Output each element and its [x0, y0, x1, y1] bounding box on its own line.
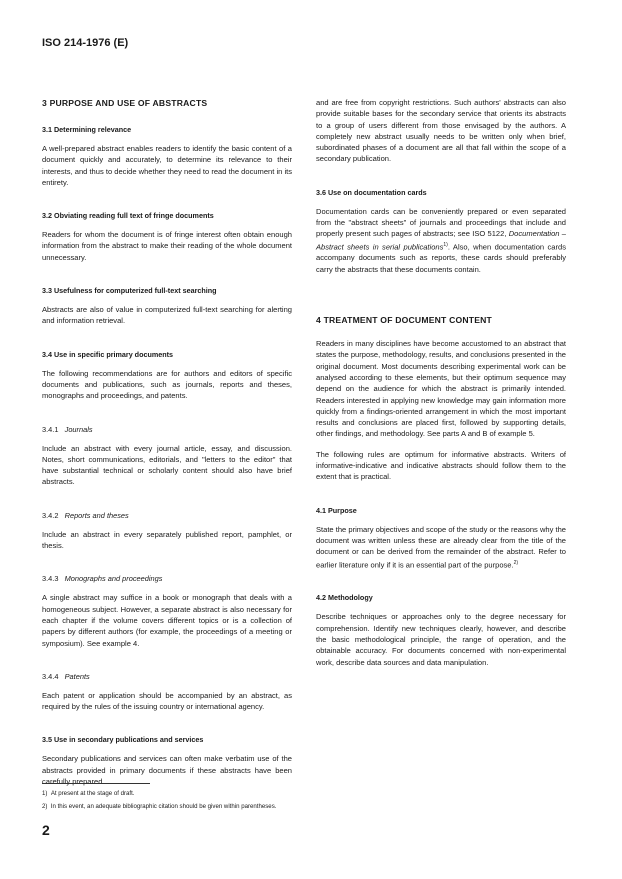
- section-3-4-3-text: A single abstract may suffice in a book or monograph that deals with a homogeneous subject. However, a separate abstract is also necessary for each chapter if the volume covers different topics or is a collection of papers by different authors (for example, the proceedings of a meeting or symposium). See example 4.: [42, 593, 292, 648]
- section-3-4-4-heading: [42, 672, 292, 681]
- section-4-1-body: State the primary objectives and scope of the study or the reasons why the document was written unless these are already clear from the title of the document or can be derived from the remainder of the abstract. Refer to earlier literature only if it is an essential part of the purpose.: [316, 524, 566, 570]
- footnote-1-mark: 1): [42, 790, 48, 797]
- section-3-4-4-title: Patents: [64, 671, 90, 681]
- section-3-2-heading: 3.2 Obviating reading full text of fringe documents: [42, 211, 214, 221]
- document-id: ISO 214-1976 (E): [42, 37, 129, 49]
- section-3-4-1-heading: [42, 425, 292, 434]
- footnote-1: [42, 790, 134, 797]
- section-3-4-2-number: 3.4.2: [42, 510, 59, 520]
- footnote-ref-2: 2): [513, 559, 519, 566]
- section-3-6-heading: 3.6 Use on documentation cards: [316, 187, 427, 197]
- section-3-4-3-number: 3.4.3: [42, 574, 59, 584]
- section-4-text-2: The following rules are optimum for informative abstracts. Writers of informative-indicative and indicative abstracts should follow them to the extent that is practical.: [316, 449, 566, 482]
- section-3-4-3-title: Monographs and proceedings: [64, 574, 163, 584]
- footnote-2: [42, 803, 276, 810]
- section-3-3-text: Abstracts are also of value in computerized full-text searching for alerting and information retrieval.: [42, 305, 292, 326]
- right-column: [316, 97, 566, 668]
- page-number: 2: [42, 822, 50, 838]
- section-3-4-1-title: Journals: [64, 424, 93, 434]
- footnote-divider: [42, 783, 150, 784]
- section-3-3-heading: 3.3 Usefulness for computerized full-text searching: [42, 286, 217, 296]
- section-3-4-text: The following recommendations are for authors and editors of specific documents and publications, such as journals, reports and theses, monographs and proceedings, and patents.: [42, 368, 292, 401]
- section-3-6-text: [316, 206, 566, 275]
- section-4-1-text: [316, 524, 566, 571]
- footnote-1-text: At present at the stage of draft.: [50, 790, 135, 797]
- section-3-5-heading: 3.5 Use in secondary publications and services: [42, 735, 204, 745]
- section-3-4-1-number: 3.4.1: [42, 424, 59, 434]
- section-3-4-4-text: Each patent or application should be accompanied by an abstract, as required by the rules of the issuing country or international agency.: [42, 690, 292, 712]
- footnote-2-text: In this event, an adequate bibliographic citation should be given within parentheses.: [50, 803, 277, 810]
- section-4-2-text: Describe techniques or approaches only to the degree necessary for comprehension. Identify new techniques clearly, however, and describe the basic methodological principle, the range of operation, and the obtainable accuracy. For documents concerned with non-experimental work, describe data sources and data manipulation.: [316, 612, 566, 667]
- section-3-1-heading: 3.1 Determining relevance: [42, 125, 132, 134]
- section-3-4-2-title: Reports and theses: [64, 510, 129, 520]
- section-4-1-heading: 4.1 Purpose: [316, 505, 357, 515]
- section-4-heading: 4 TREATMENT OF DOCUMENT CONTENT: [316, 315, 492, 326]
- section-4-text-1: Readers in many disciplines have become accustomed to an abstract that states the purpose, methodology, results, and conclusions presented in the original document. Most documents describing experimental work can be analysed according to these elements, but their optimum sequence may depend on the audience for which the abstract is primarily intended. Readers interested in applying new knowledge may gain information more quickly from a findings-oriented arrangement in which the most important results and conclusions are placed first, followed by supporting details, other findings, and methodology. See parts A and B of example 5.: [316, 339, 566, 439]
- section-3-6-reference-title: Documentation – Abstract sheets in serial publications: [316, 229, 566, 252]
- section-3-4-2-text: Include an abstract in every separately published report, pamphlet, or thesis.: [42, 529, 292, 551]
- section-3-4-heading: 3.4 Use in specific primary documents: [42, 349, 174, 359]
- section-3-2-text: Readers for whom the document is of fringe interest often obtain enough information from the abstract to make their reading of the whole document unnecessary.: [42, 230, 292, 262]
- section-3-5-text: Secondary publications and services can often make verbatim use of the abstracts provided in primary documents if these abstracts have been carefully prepared: [42, 754, 292, 787]
- section-3-4-1-text: Include an abstract with every journal article, essay, and discussion. Notes, short communications, editorials, and "letters to the editor" that have substantial technical or scholarly content should also have brief abstracts.: [42, 443, 292, 487]
- left-column: [42, 98, 292, 787]
- section-3-heading: 3 PURPOSE AND USE OF ABSTRACTS: [42, 98, 208, 108]
- footnote-ref-1: 1): [443, 241, 448, 248]
- section-4-2-heading: 4.2 Methodology: [316, 593, 373, 603]
- section-3-4-4-number: 3.4.4: [42, 671, 59, 681]
- section-3-5-continued: and are free from copyright restrictions. Such authors' abstracts can also provide suitable bases for the secondary service that orients its abstracts to a group of users different from those envisaged by the authors. A completely new abstract usually needs to be written only when brief, subordinated phases of a document are all that fall within the scope of a secondary publication.: [316, 98, 566, 164]
- footnote-2-mark: 2): [42, 803, 48, 810]
- section-3-1-text: A well-prepared abstract enables readers to identify the basic content of a document quickly and accurately, to determine its relevance to their interests, and thus to decide whether they need to read the document in its entirety.: [42, 144, 292, 187]
- section-3-4-3-heading: [42, 574, 292, 583]
- section-3-4-2-heading: [42, 511, 292, 520]
- section-3-6-text-a: Documentation cards can be conveniently prepared or even separated from the "abstract sheets" of journals and proceedings that include and properly present such pages of abstracts; see ISO 5122,: [316, 206, 566, 239]
- section-3-6-text-b: . Also, when documentation cards accompany documents such as reports, these cards should preferably carry the abstracts that these documents contain.: [316, 242, 566, 274]
